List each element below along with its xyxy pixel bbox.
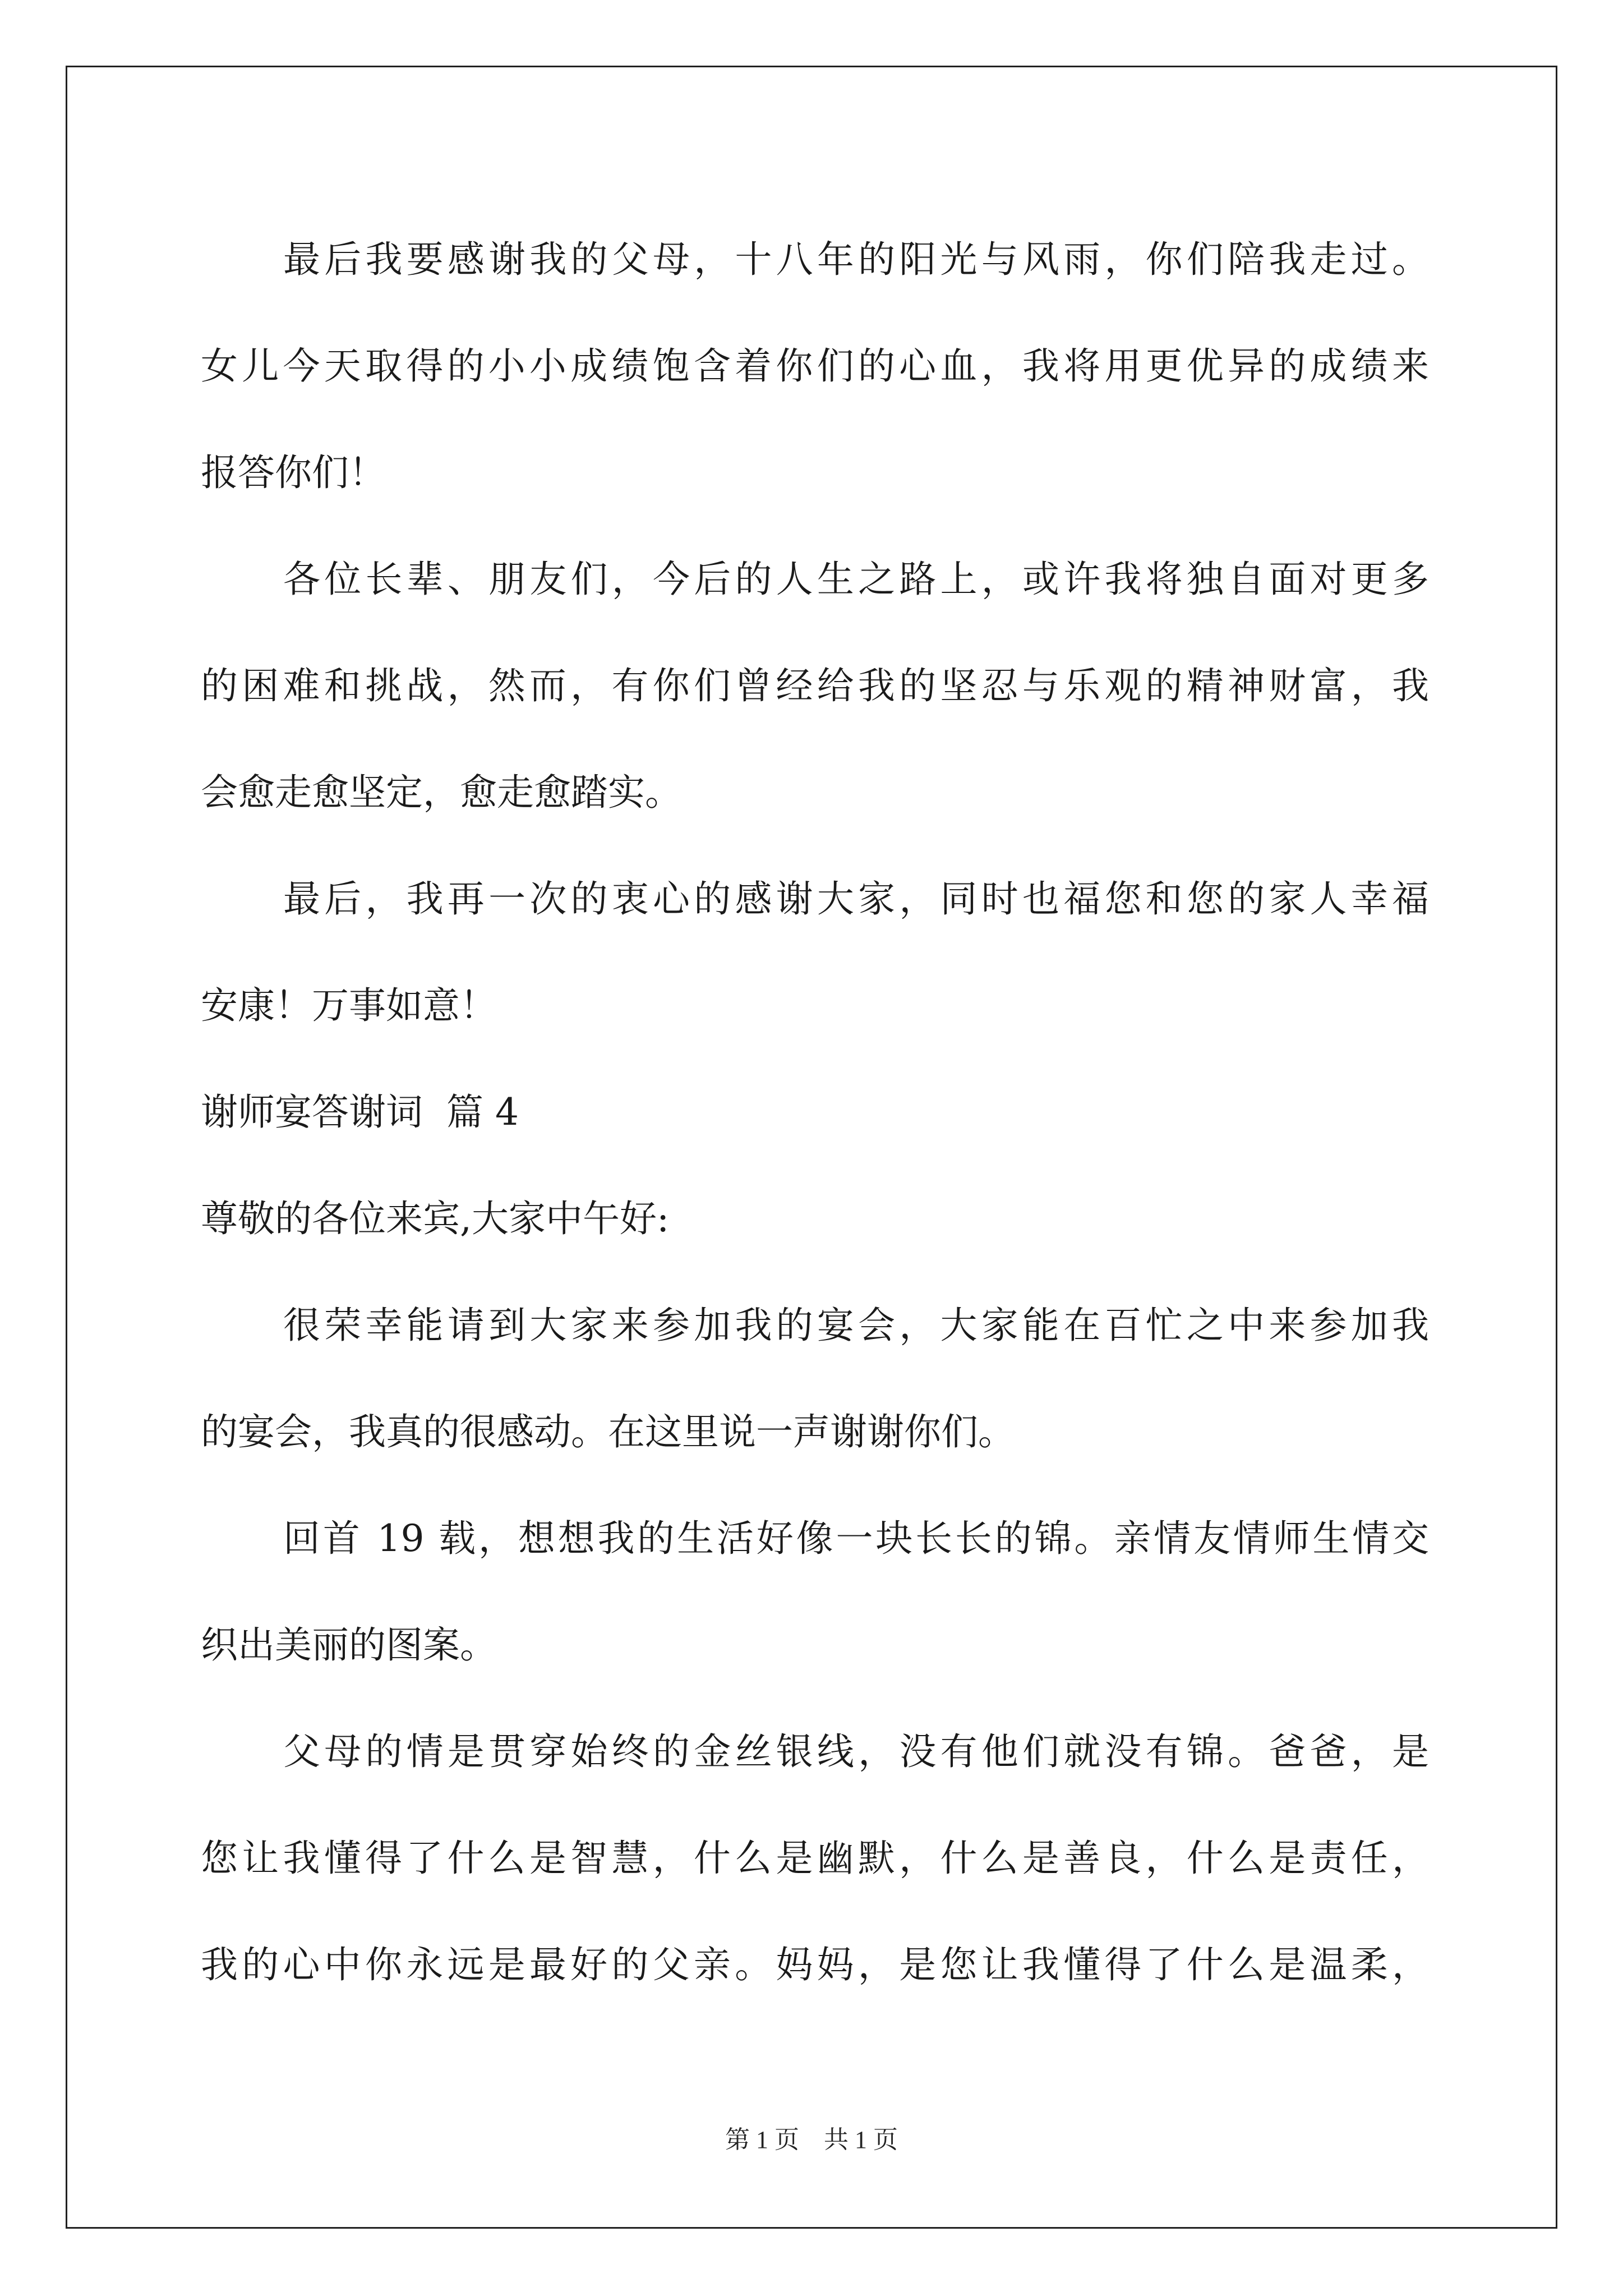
- paragraph-line: 很荣幸能请到大家来参加我的宴会，大家能在百忙之中来参加我: [283, 1304, 1429, 1347]
- page-number-footer: 第 1 页 共 1 页: [725, 2126, 898, 2154]
- document-body: [201, 206, 1429, 2018]
- paragraph-line: 最后我要感谢我的父母，十八年的阳光与风雨，你们陪我走过。: [283, 238, 1429, 281]
- paragraph-line: 回首 19 载，想想我的生活好像一块长长的锦。亲情友情师生情交: [283, 1517, 1429, 1560]
- paragraph-line: 最后，我再一次的衷心的感谢大家，同时也福您和您的家人幸福: [283, 877, 1429, 921]
- paragraph-line: 安康！万事如意！: [201, 984, 497, 1027]
- section-heading: 谢师宴答谢词 篇 4: [201, 1091, 519, 1134]
- paragraph-line: 各位长辈、朋友们，今后的人生之路上，或许我将独自面对更多: [283, 558, 1429, 601]
- paragraph-line: 织出美丽的图案。: [201, 1623, 497, 1667]
- paragraph-line: 女儿今天取得的小小成绩饱含着你们的心血，我将用更优异的成绩来: [201, 344, 1429, 388]
- paragraph-line: 我的心中你永远是最好的父亲。妈妈，是您让我懂得了什么是温柔，: [201, 1943, 1429, 1986]
- paragraph-line: 的困难和挑战，然而，有你们曾经给我的坚忍与乐观的精神财富，我: [201, 664, 1429, 707]
- salutation-line: 尊敬的各位来宾,大家中午好:: [201, 1197, 670, 1240]
- paragraph-line: 您让我懂得了什么是智慧，什么是幽默，什么是善良，什么是责任，: [201, 1837, 1429, 1880]
- paragraph-line: 的宴会，我真的很感动。在这里说一声谢谢你们。: [201, 1410, 1015, 1453]
- paragraph-line: 报答你们！: [201, 451, 386, 494]
- paragraph-line: 会愈走愈坚定，愈走愈踏实。: [201, 771, 682, 814]
- paragraph-line: 父母的情是贯穿始终的金丝银线，没有他们就没有锦。爸爸，是: [283, 1730, 1429, 1773]
